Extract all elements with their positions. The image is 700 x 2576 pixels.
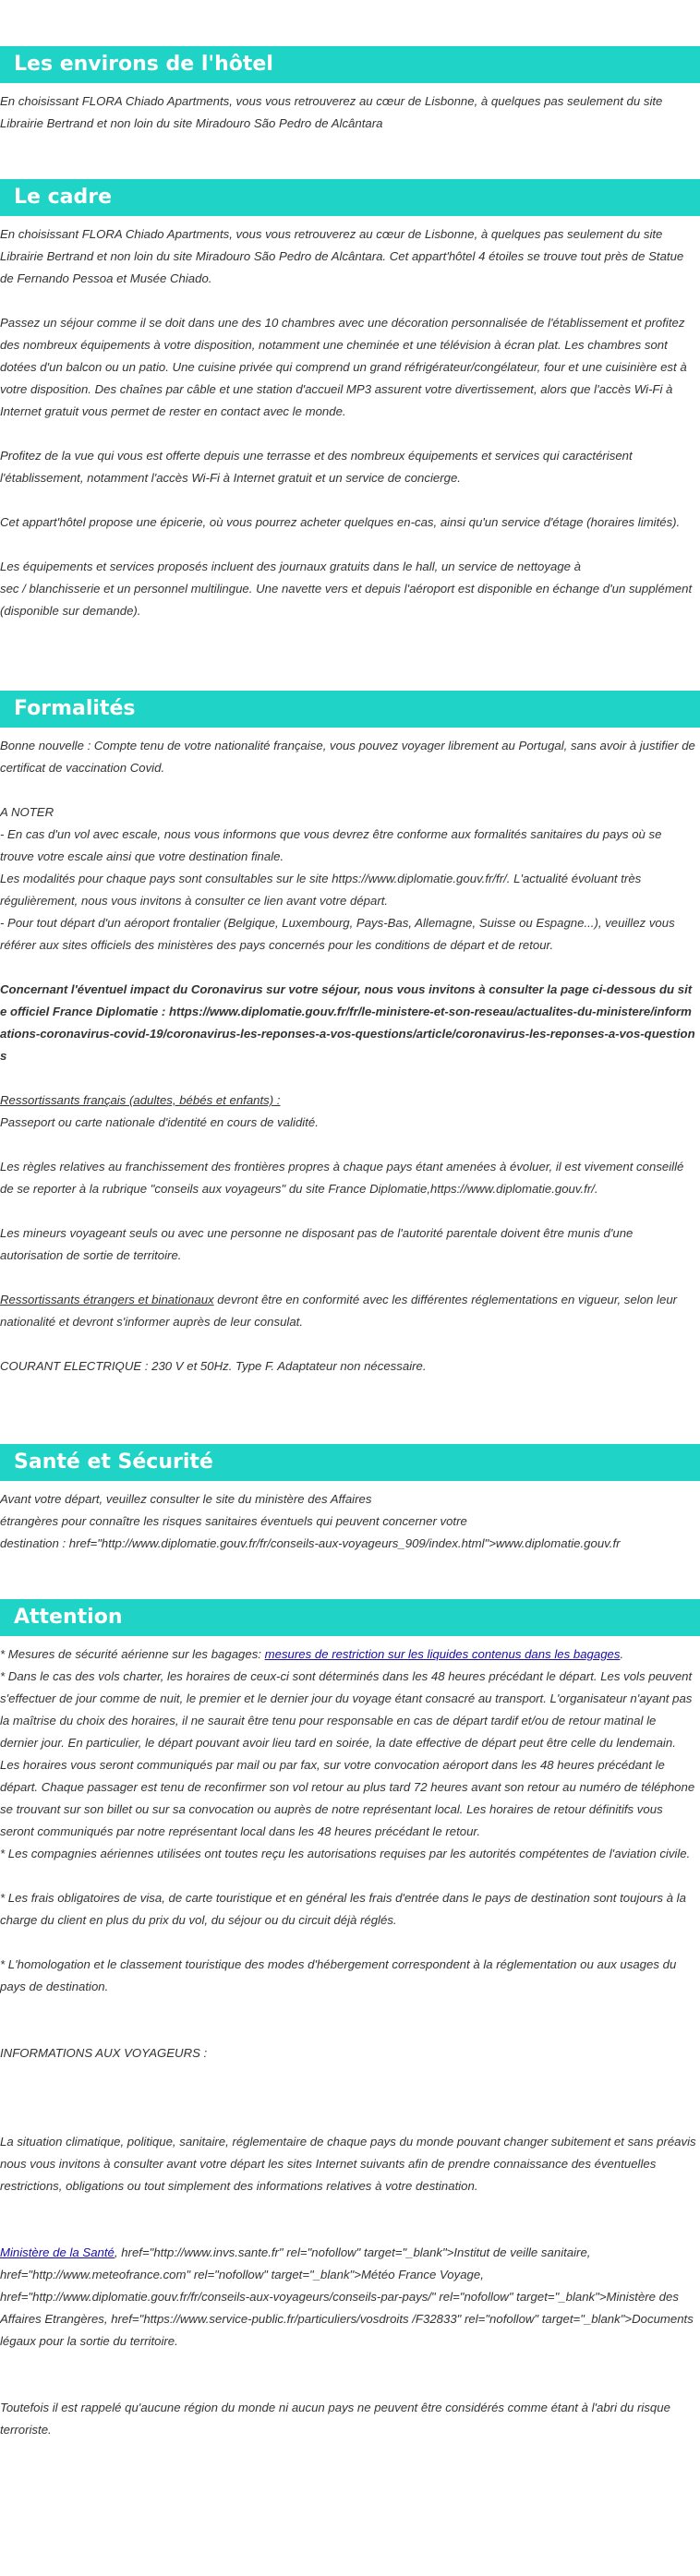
attention-heading: Attention <box>0 1599 700 1636</box>
formalites-section <box>0 691 700 1378</box>
environs-text: En choisissant FLORA Chiado Apartments, vous vous retrouverez au cœur de Lisbonne, à quelques pas seulement du site Librairie Bertrand et non loin du site Miradouro São Pedro de Alcântara <box>0 94 663 130</box>
cadre-heading: Le cadre <box>0 179 700 216</box>
attention-body <box>0 1643 700 2441</box>
cadre-paragraph: En choisissant FLORA Chiado Apartments, vous vous retrouverez au cœur de Lisbonne, à quelques pas seulement du site Librairie Bertrand et non loin du site Miradouro São Pedro de Alcântara. Cet appart'hôtel 4 étoiles se trouve tout près de Statue de Fernando Pessoa et Musée Chiado. <box>0 227 684 285</box>
ressortissants-etrangers <box>0 1289 696 1333</box>
sante-line: Avant votre départ, veuillez consulter le site du ministère des Affaires <box>0 1492 372 1506</box>
environs-section <box>0 46 700 135</box>
ministere-sante-link[interactable]: Ministère de la Santé <box>0 2245 115 2259</box>
sites-links-text: , href="http://www.invs.sante.fr" rel="nofollow" target="_blank">Institut de veille sanitaire, href="http://www.meteofrance.com" rel="nofollow" target="_blank">Météo France Voyage, href="http://www.diplomatie.gouv.fr/fr/conseils-aux-voyageurs/conseils-par-pays/" rel="nofollow" target="_blank">Ministère des Affaires Etrangères, href="https://www.service-public.fr/particuliers/vosdroits /F32833" rel="nofollow" target="_blank">Documents légaux pour la sortie du territoire. <box>0 2245 694 2348</box>
covid-note: Bonne nouvelle : Compte tenu de votre nationalité française, vous pouvez voyager librement au Portugal, sans avoir à justifier de certificat de vaccination Covid. <box>0 739 695 775</box>
ressortissants-etrangers-label: Ressortissants étrangers et binationaux <box>0 1293 214 1306</box>
bagages-suffix: . <box>620 1647 624 1661</box>
liquides-restriction-link[interactable]: mesures de restriction sur les liquides contenus dans les bagages <box>264 1647 621 1661</box>
homologation-note: * L'homologation et le classement touristique des modes d'hébergement correspondent à la réglementation ou aux usages du pays de destination. <box>0 1957 677 1993</box>
bagages-prefix: * Mesures de sécurité aérienne sur les bagages: <box>0 1647 265 1661</box>
ressortissants-etrangers-text: devront être en conformité avec les différentes réglementations en vigueur, selon leur nationalité et devront s'informer auprès de leur consulat. <box>0 1293 678 1329</box>
cadre-paragraph: Profitez de la vue qui vous est offerte depuis une terrasse et des nombreux équipements et services qui caractérisent l'établissement, notamment l'accès Wi-Fi à Internet gratuit et un service de concierge. <box>0 449 633 485</box>
charter-note: * Dans le cas des vols charter, les horaires de ceux-ci sont déterminés dans les 48 heures précédant le départ. Les vols peuvent s'effectuer de jour comme de nuit, le premier et le dernier jour du voyage étant consacré au transport. L'organisateur n'ayant pas la maîtrise du choix des horaires, il ne saurait être tenu pour responsable en cas de départ tardif et/ou de retour matinal le dernier jour. En particulier, le départ pouvant avoir lieu tard en soirée, la date effective de départ peut être celle du lendemain. Les horaires vous seront communiqués par mail ou par fax, sur votre convocation aéroport dans les 48 heures précédant le départ. Chaque passager est tenu de reconfirmer son vol retour au plus tard 72 heures avant son retour au numéro de téléphone se trouvant sur son billet ou sur sa convocation ou auprès de notre représentant local. Les horaires de retour définitifs vous seront communiqués par notre représentant local dans les 48 heures précédant le retour. <box>0 1669 695 1838</box>
courant-electrique: COURANT ELECTRIQUE : 230 V et 50Hz. Type F. Adaptateur non nécessaire. <box>0 1359 427 1373</box>
formalites-heading: Formalités <box>0 691 700 728</box>
formalites-body <box>0 735 700 1378</box>
sante-line: destination : href="http://www.diplomatie.gouv.fr/fr/conseils-aux-voyageurs_909/index.html">www.diplomatie.gouv.fr <box>0 1536 621 1550</box>
climat-note: La situation climatique, politique, sanitaire, réglementaire de chaque pays du monde pouvant changer subitement et sans préavis <box>0 2135 696 2149</box>
ressortissants-francais-label: Ressortissants français (adultes, bébés et enfants) : <box>0 1093 281 1107</box>
a-noter-label: A NOTER <box>0 805 54 819</box>
note-item: - En cas d'un vol avec escale, nous vous informons que vous devrez être conforme aux formalités sanitaires du pays où se trouve votre escale ainsi que votre destination finale. <box>0 827 662 863</box>
cadre-paragraph: sec / blanchisserie et un personnel multilingue. Une navette vers et depuis l'aéroport est disponible en échange d'un supplément (disponible sur demande). <box>0 582 693 618</box>
ressortissants-francais-text: Passeport ou carte nationale d'identité en cours de validité. <box>0 1115 319 1129</box>
note-item: - Pour tout départ d'un aéroport frontalier (Belgique, Luxembourg, Pays-Bas, Allemagne, Suisse ou Espagne...), veuillez vous référer aux sites officiels des ministères des pays concernés pour les conditions de départ et de retour. <box>0 916 675 952</box>
frais-note: * Les frais obligatoires de visa, de carte touristique et en général les frais d'entrée dans le pays de destination sont toujours à la charge du client en plus du prix du vol, du séjour ou du circuit déjà réglés. <box>0 1891 686 1927</box>
compagnies-note: * Les compagnies aériennes utilisées ont toutes reçu les autorisations requises par les autorités compétentes de l'aviation civile. <box>0 1847 691 1860</box>
sante-heading: Santé et Sécurité <box>0 1444 700 1481</box>
bagages-note <box>0 1643 696 1666</box>
coronavirus-notice: Concernant l'éventuel impact du Coronavirus sur votre séjour, nous vous invitons à consulter la page ci-dessous du site officiel France Diplomatie : https://www.diplomatie.gouv.fr/fr/le-ministere-et-son-reseau/actualites-du-ministere/informations-coronavirus-covid-19/coronavirus-les-reponses-a-vos-questions/article/coronavirus-les-reponses-a-vos-questions <box>0 982 695 1063</box>
sante-section <box>0 1444 700 1555</box>
sante-line: étrangères pour connaître les risques sanitaires éventuels qui peuvent concerner votre <box>0 1514 467 1528</box>
sante-body <box>0 1488 700 1555</box>
environs-heading: Les environs de l'hôtel <box>0 46 700 83</box>
cadre-section <box>0 179 700 622</box>
climat-note: nous vous invitons à consulter avant votre départ les sites Internet suivants afin de prendre connaissance des éventuelles restrictions, obligations ou tout simplement des informations relatives à votre destination. <box>0 2157 657 2193</box>
sites-links <box>0 2242 696 2353</box>
cadre-paragraph: Les équipements et services proposés incluent des journaux gratuits dans le hall, un service de nettoyage à <box>0 560 581 573</box>
cadre-paragraph: Cet appart'hôtel propose une épicerie, où vous pourrez acheter quelques en-cas, ainsi qu'un service d'étage (horaires limités). <box>0 515 681 529</box>
note-item: Les modalités pour chaque pays sont consultables sur le site https://www.diplomatie.gouv.fr/fr/. L'actualité évoluant très régulièrement, nous vous invitons à consulter ce lien avant votre départ. <box>0 872 642 908</box>
cadre-body <box>0 223 700 622</box>
cadre-paragraph: Passez un séjour comme il se doit dans une des 10 chambres avec une décoration personnalisée de l'établissement et profitez des nombreux équipements à votre disposition, notamment une cheminée et une télévision à écran plat. Les chambres sont dotées d'un balcon ou un patio. Une cuisine privée qui comprend un grand réfrigérateur/congélateur, four et une cuisinière est à votre disposition. Des chaînes par câble et une station d'accueil MP3 assurent votre divertissement, alors que l'accès Wi-Fi à Internet gratuit vous permet de rester en contact avec le monde. <box>0 316 687 418</box>
terrorisme-note: Toutefois il est rappelé qu'aucune région du monde ni aucun pays ne peuvent être considérés comme étant à l'abri du risque terroriste. <box>0 2401 670 2437</box>
regles-frontieres: Les règles relatives au franchissement des frontières propres à chaque pays étant amenées à évoluer, il est vivement conseillé de se reporter à la rubrique "conseils aux voyageurs" du site France Diplomatie,https://www.diplomatie.gouv.fr/. <box>0 1160 684 1196</box>
attention-section <box>0 1599 700 2441</box>
informations-voyageurs-title: INFORMATIONS AUX VOYAGEURS : <box>0 2046 208 2060</box>
mineurs-note: Les mineurs voyageant seuls ou avec une personne ne disposant pas de l'autorité parentale doivent être munis d'une autorisation de sortie de territoire. <box>0 1226 634 1262</box>
